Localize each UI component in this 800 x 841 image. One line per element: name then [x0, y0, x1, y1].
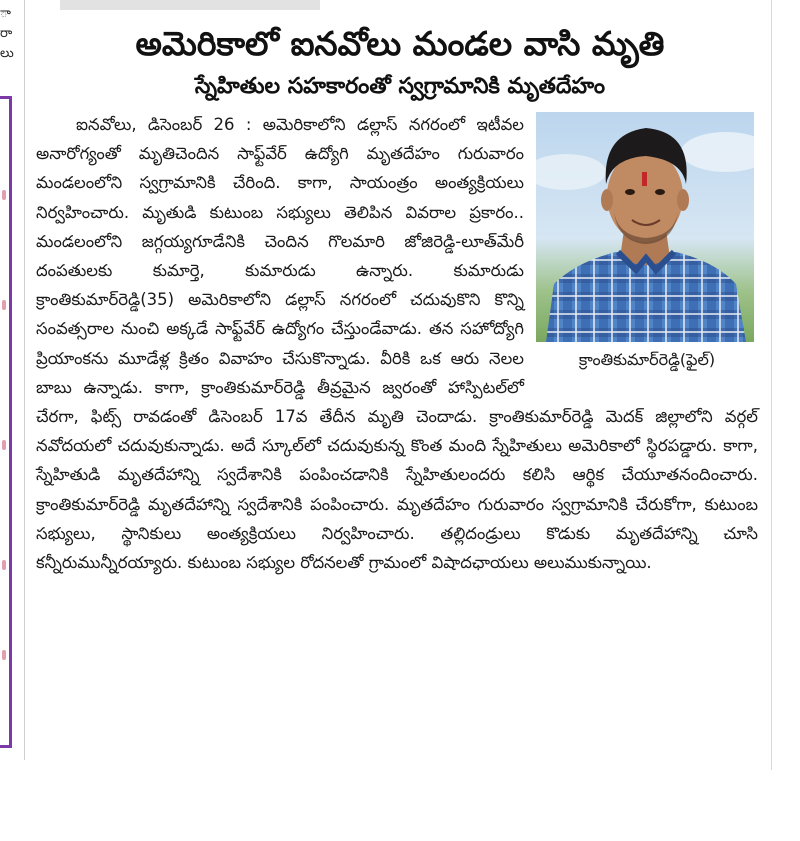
photo-caption: క్రాంతికుమార్‌రెడ్డి(ఫైల్‌): [578, 350, 716, 369]
portrait-photo: [536, 112, 754, 342]
article-paragraph: ఐనవోలు, డిసెంబర్‌ 26 : అమెరికాలోని డల్లాస్‌ నగరంలో ఇటీవల అనారోగ్యంతో మృతిచెందిన సాఫ్ట్‌వేర్‌ ఉద్యోగి మృతదేహం గురువారం మండలంలోని స్వగ్రామానికి చేరింది. కాగా, సాయంత్రం అంత్యక్రియలు నిర్వహించారు. మృతుడి కుటుంబ సభ్యులు తెలిపిన వివరాల ప్రకారం.. మండలంలోని జగ్గయ్యగూడేనికి చెందిన గొలమారి జోజిరెడ్డి-లూత్‌మేరీ దంపతులకు కుమార్తె, కుమారుడు ఉన్నారు. కుమారుడు క్రాంతికుమార్‌రెడ్డి(35) అమెరికాలోని డల్లాస్‌ నగరంలో చదువుకొని కొన్ని సంవత్సరాల నుంచి అక్కడే సాఫ్ట్‌వేర్‌ ఉద్యోగం చేస్తుండేవాడు. తన సహోద్యోగి ప్రియాంకను మూడేళ్ల క్రితం వివాహం చేసుకొన్నాడు. వీరికి ఒక ఆరు నెలల బాబు ఉన్నాడు. కాగా, క్రాంతికుమార్‌రెడ్డి తీవ్రమైన జ్వరంతో హాస్పిటల్‌లో చేరగా, ఫిట్స్‌ రావడంతో డిసెంబర్‌ 17వ తేదీన మృతి చెందాడు. క్రాంతికుమార్‌రెడ్డి మెదక్‌ జిల్లాలోని వర్గల్‌ నవోదయలో చదువుకున్నాడు. అదే స్కూల్‌లో చదువుకున్న కొంత మంది స్నేహితులు అమెరికాలో స్థిరపడ్డారు. కాగా, స్నేహితుడి మృతదేహాన్ని స్వదేశానికి పంపించడానికి స్నేహితులందరు కలిసి ఆర్థిక చేయూతనందించారు. క్రాంతికుమార్‌రెడ్డి మృతదేహాన్ని స్వదేశానికి పంపించారు. మృతదేహం గురువారం స్వగ్రామానికి చేరుకోగా, కుటుంబ సభ్యులు, స్థానికులు అంత్యక్రియలు నిర్వహించారు. తల్లిదండ్రులు కొడుకు మృతదేహాన్ని చూసి కన్నీరుమున్నీరయ్యారు. కుటుంబ సభ్యుల రోదనలతో గ్రామంలో విషాదఛాయలు అలుముకున్నాయి.: [36, 115, 758, 573]
column-divider-right: [771, 0, 772, 770]
clipped-previous-headline: [60, 0, 320, 10]
article-headline: అమెరికాలో ఐనవోలు మండల వాసి మృతి: [135, 24, 665, 63]
photo-block: [536, 112, 758, 374]
adjacent-column-line: లు: [0, 46, 14, 61]
article-body: [36, 110, 758, 577]
column-divider: [24, 0, 25, 760]
article-subheadline: స్నేహితుల సహకారంతో స్వగ్రామానికి మృతదేహం: [194, 74, 606, 99]
adjacent-column-line: ా: [0, 6, 11, 21]
adjacent-column-fragment: [0, 4, 18, 64]
adjacent-column-line: రా: [0, 26, 13, 41]
